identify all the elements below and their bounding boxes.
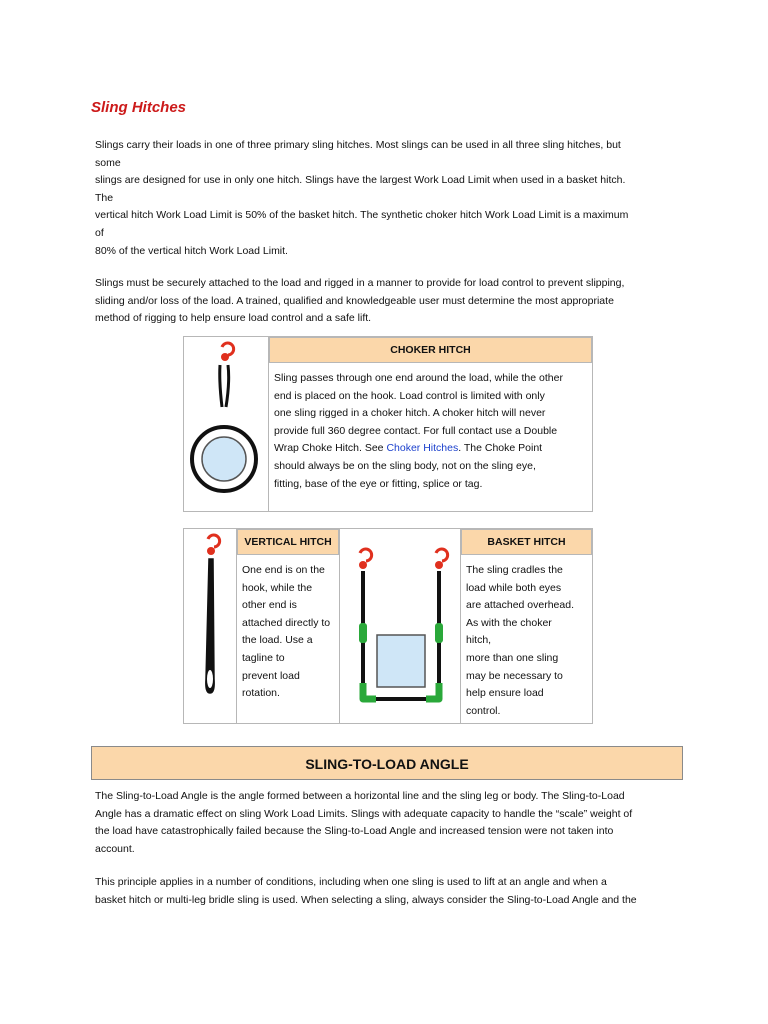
text-line: Slings must be securely attached to the load and rigged in a manner to provide for load control to prevent slipping,: [95, 277, 625, 289]
text-line: The: [95, 191, 114, 204]
text-fragment: . The Choke Point: [458, 442, 543, 455]
text-line: load while both eyes: [466, 581, 562, 594]
table-divider: [236, 529, 237, 723]
text-line: One end is on the: [242, 564, 325, 576]
text-line: method of rigging to help ensure load control and a safe lift.: [95, 312, 372, 325]
hook-icon: [435, 561, 443, 569]
table-divider: [460, 529, 461, 723]
intro-paragraph: [95, 137, 695, 260]
sling-to-load-angle-heading: SLING-TO-LOAD ANGLE: [91, 746, 683, 780]
text-line: 80% of the vertical hitch Work Load Limit.: [95, 244, 288, 257]
text-line: The sling cradles the: [466, 564, 563, 576]
principle-paragraph: [95, 874, 695, 909]
text-line: the load have catastrophically failed because the Sling-to-Load Angle and increased tension were not taken into: [95, 825, 614, 838]
text-line: one sling rigged in a choker hitch. A choker hitch will never: [274, 407, 546, 420]
text-line: tagline to: [242, 651, 285, 664]
vertical-hitch-description: [242, 562, 338, 703]
text-line: of: [95, 226, 104, 239]
text-line: the load. Use a: [242, 634, 313, 647]
text-fragment: Wrap Choke Hitch. See: [274, 442, 387, 455]
text-line: prevent load: [242, 669, 300, 682]
hook-icon: [221, 353, 229, 361]
text-line: more than one sling: [466, 651, 559, 664]
text-line: provide full 360 degree contact. For full contact use a Double: [274, 424, 558, 437]
basket-sling-icon: [340, 529, 460, 723]
vertical-illustration-cell: [184, 529, 236, 723]
text-line: [274, 440, 590, 458]
text-line: fitting, base of the eye or fitting, splice or tag.: [274, 477, 483, 490]
text-line: Angle has a dramatic effect on sling Work Load Limits. Slings with adequate capacity to handle the “scale” weight of: [95, 807, 633, 820]
text-line: hook, while the: [242, 581, 313, 594]
text-line: As with the choker: [466, 616, 552, 629]
vertical-basket-table: [183, 528, 593, 724]
text-line: attached directly to: [242, 616, 331, 629]
text-line: Slings carry their loads in one of three primary sling hitches. Most slings can be used in all three sling hitches, but: [95, 139, 621, 151]
text-line: may be necessary to: [466, 669, 563, 682]
text-line: help ensure load: [466, 687, 544, 700]
basket-hitch-description: [466, 562, 590, 720]
text-line: end is placed on the hook. Load control is limited with only: [274, 389, 545, 402]
text-line: some: [95, 156, 121, 169]
basket-hitch-header: BASKET HITCH: [461, 529, 592, 555]
vertical-hitch-header: VERTICAL HITCH: [237, 529, 339, 555]
basket-illustration-cell: [340, 529, 460, 723]
choker-hitch-description: [274, 370, 590, 493]
control-paragraph: [95, 275, 695, 328]
choker-illustration-cell: [184, 337, 268, 511]
text-line: are attached overhead.: [466, 599, 574, 612]
text-line: sliding and/or loss of the load. A trained, qualified and knowledgeable user must determine the most appropriate: [95, 294, 614, 307]
text-line: account.: [95, 842, 135, 855]
choker-hitch-header: CHOKER HITCH: [269, 337, 592, 363]
table-divider: [268, 337, 269, 511]
text-line: basket hitch or multi-leg bridle sling is used. When selecting a sling, always consider the Sling-to-Load Angle and the: [95, 893, 637, 906]
text-line: control.: [466, 704, 501, 717]
text-line: hitch,: [466, 634, 492, 647]
hook-icon: [207, 547, 215, 555]
text-line: vertical hitch Work Load Limit is 50% of the basket hitch. The synthetic choker hitch Work Load Limit is a maximum: [95, 209, 629, 222]
text-line: This principle applies in a number of conditions, including when one sling is used to lift at an angle and when a: [95, 876, 607, 888]
text-line: rotation.: [242, 687, 280, 700]
choker-sling-icon: [184, 337, 268, 511]
angle-paragraph: [95, 788, 695, 858]
text-line: other end is: [242, 599, 297, 612]
vertical-sling-icon: [184, 529, 236, 723]
section-heading: Sling Hitches: [91, 99, 187, 116]
text-line: slings are designed for use in only one hitch. Slings have the largest Work Load Limit when used in a basket hitch.: [95, 174, 626, 187]
text-line: Sling passes through one end around the load, while the other: [274, 372, 563, 384]
choker-hitch-table: [183, 336, 593, 512]
hook-icon: [359, 561, 367, 569]
text-line: should always be on the sling body, not on the sling eye,: [274, 459, 536, 472]
text-line: The Sling-to-Load Angle is the angle formed between a horizontal line and the sling leg or body. The Sling-to-Load: [95, 790, 625, 802]
choker-hitches-link[interactable]: Choker Hitches: [386, 442, 459, 455]
